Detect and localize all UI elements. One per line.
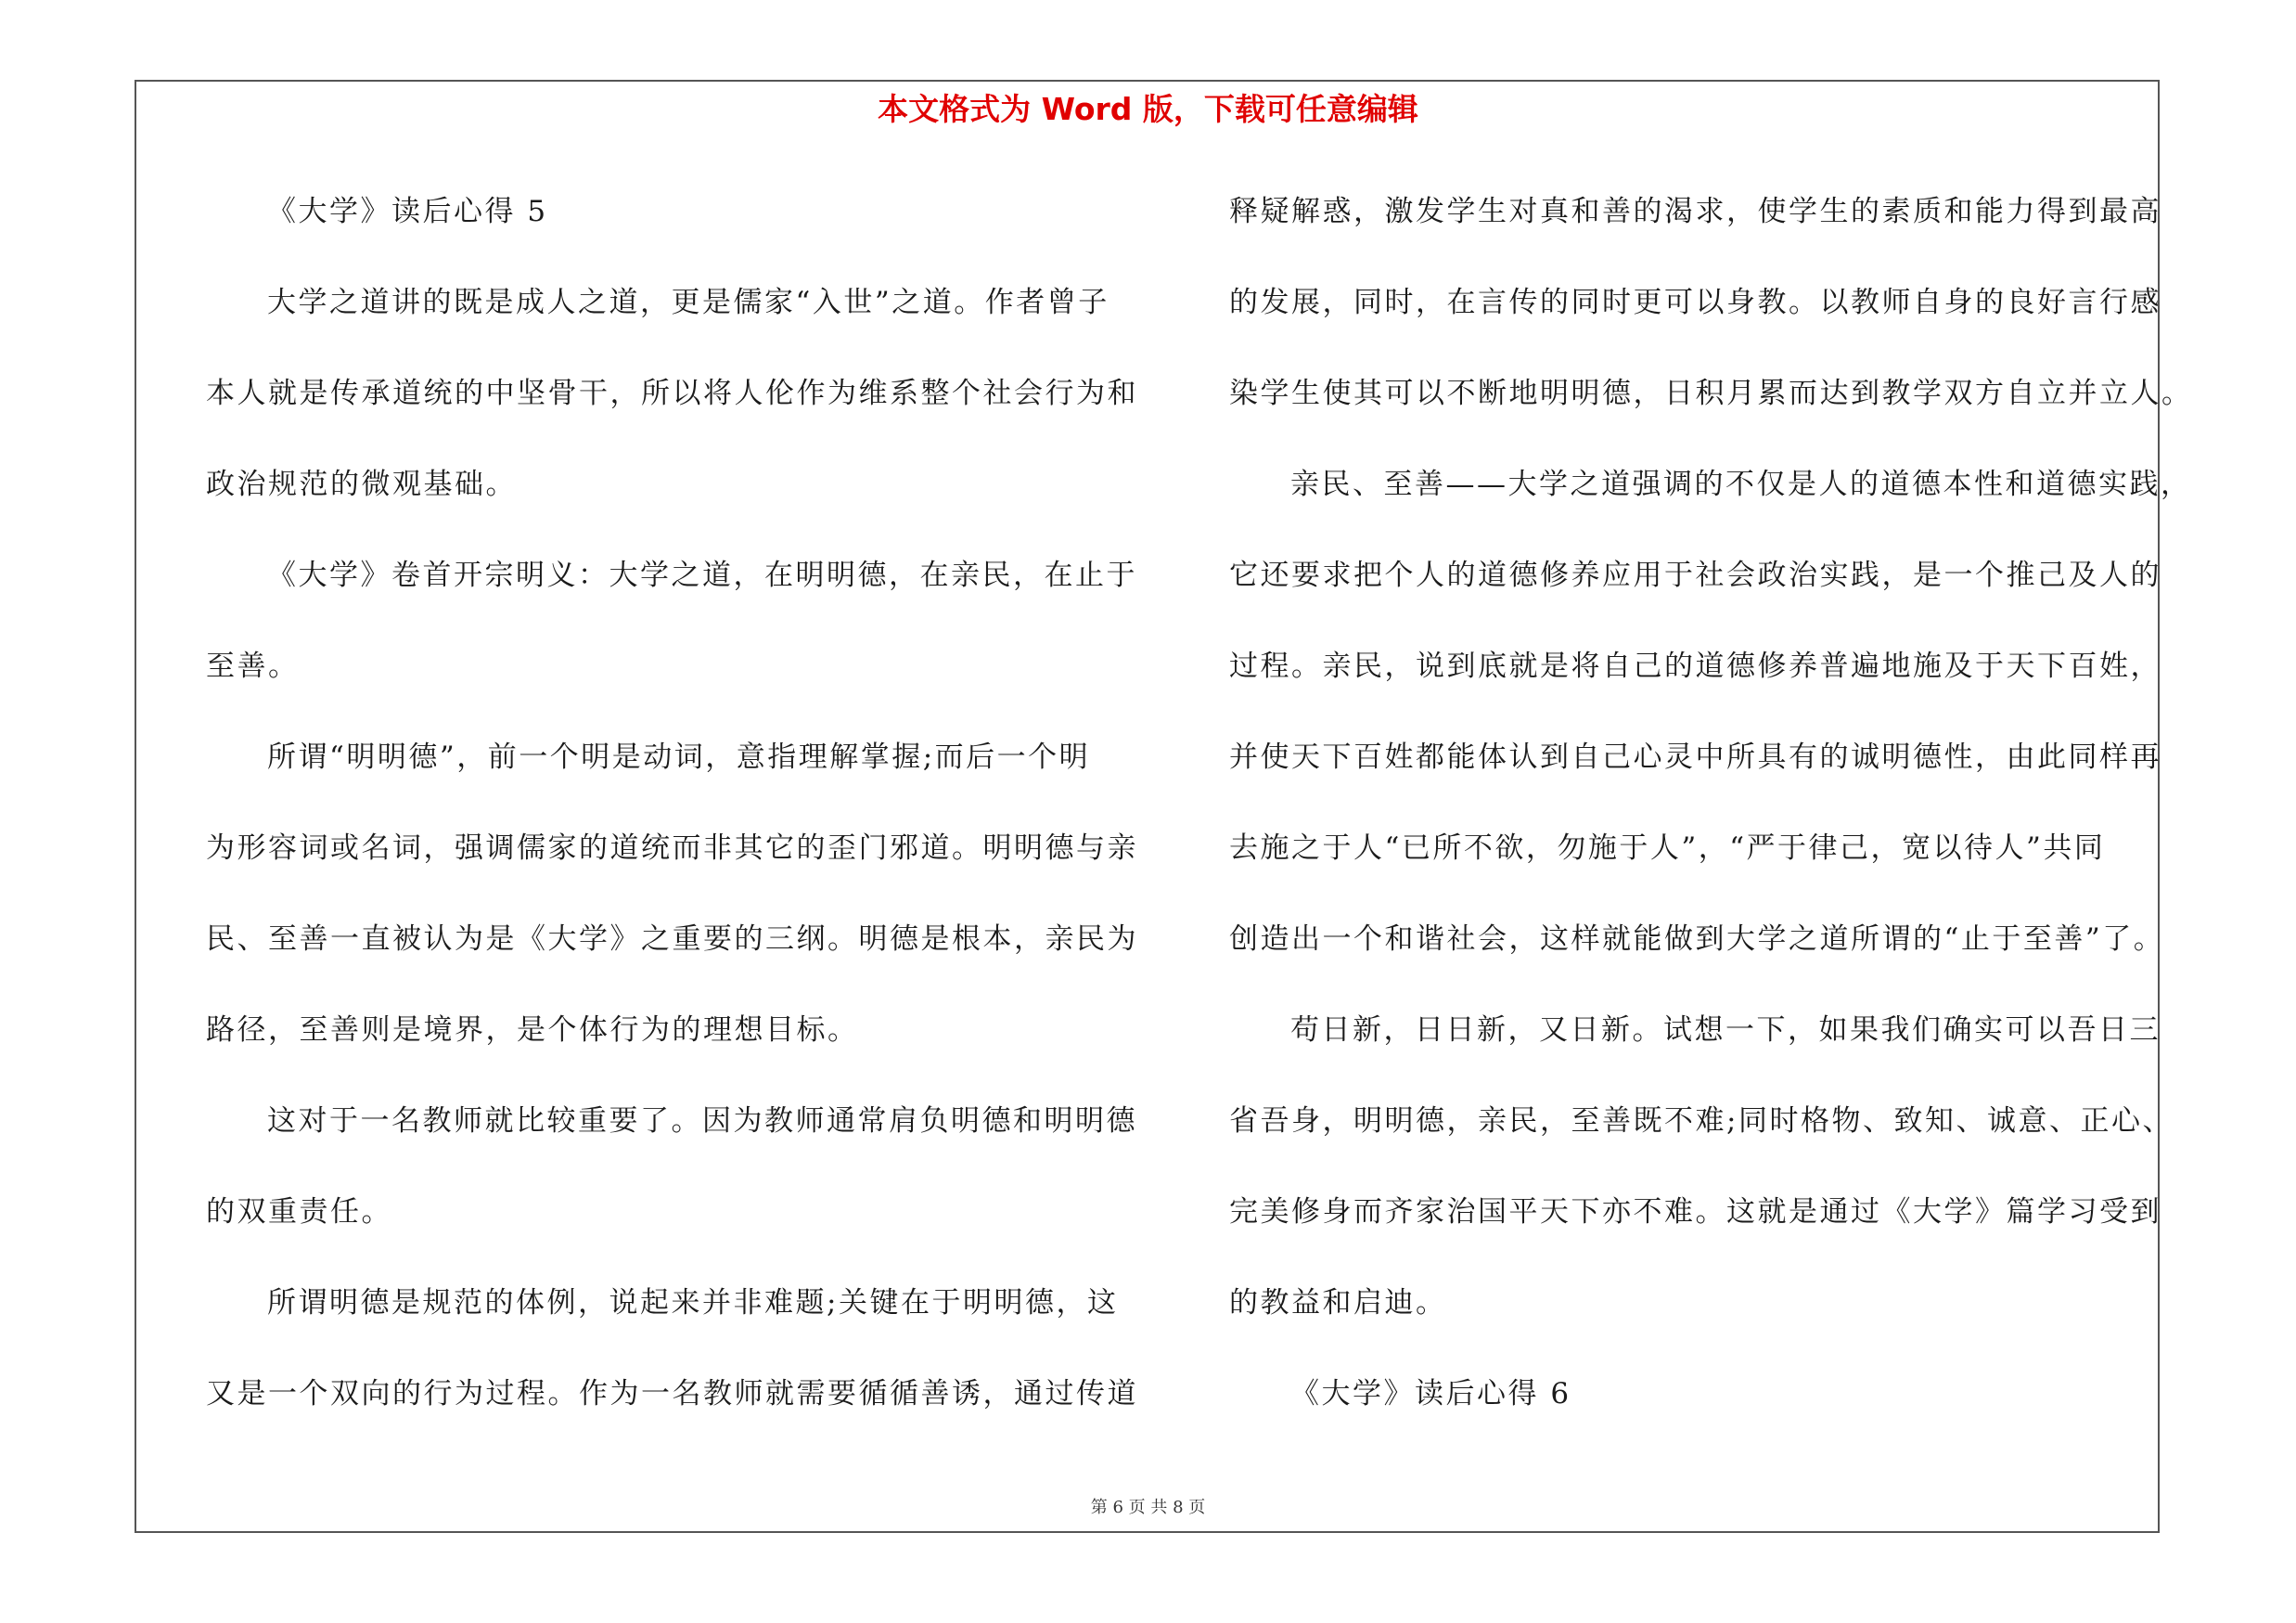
text-line: 创造出一个和谐社会，这样就能做到大学之道所谓的“止于至善”了。 — [1229, 922, 2165, 956]
section-heading: 《大学》读后心得 5 — [267, 195, 548, 228]
text-line: 《大学》卷首开宗明义：大学之道，在明明德，在亲民，在止于 — [267, 559, 1137, 592]
text-line: 这对于一名教师就比较重要了。因为教师通常肩负明德和明明德 — [267, 1104, 1137, 1138]
text-line: 完美修身而齐家治国平天下亦不难。这就是通过《大学》篇学习受到 — [1229, 1195, 2161, 1229]
text-line: 省吾身，明明德，亲民，至善既不难;同时格物、致知、诚意、正心、 — [1229, 1104, 2174, 1138]
text-line: 的教益和启迪。 — [1229, 1286, 1447, 1320]
text-line: 为形容词或名词，强调儒家的道统而非其它的歪门邪道。明明德与亲 — [206, 831, 1138, 865]
text-line: 染学生使其可以不断地明明德，日积月累而达到教学双方自立并立人。 — [1229, 377, 2193, 410]
text-line: 亲民、至善——大学之道强调的不仅是人的道德本性和道德实践， — [1290, 468, 2192, 501]
right-column — [1229, 183, 2193, 1456]
text-line: 的发展，同时，在言传的同时更可以身教。以教师自身的良好言行感 — [1229, 286, 2161, 319]
text-line: 的双重责任。 — [206, 1195, 392, 1229]
text-line: 政治规范的微观基础。 — [206, 468, 517, 501]
text-line: 所谓“明明德”，前一个明是动词，意指理解掌握;而后一个明 — [267, 741, 1091, 774]
text-line: 民、至善一直被认为是《大学》之重要的三纲。明德是根本，亲民为 — [206, 922, 1138, 956]
text-line: 所谓明德是规范的体例，说起来并非难题;关键在于明明德，这 — [267, 1286, 1119, 1320]
format-banner: 本文格式为 Word 版，下载可任意编辑 — [878, 91, 1418, 127]
section-heading: 《大学》读后心得 6 — [1290, 1377, 1571, 1410]
text-line: 至善。 — [206, 650, 300, 683]
left-column — [206, 183, 1138, 1456]
text-line: 路径，至善则是境界，是个体行为的理想目标。 — [206, 1013, 859, 1047]
page-number: 第 6 页 共 8 页 — [1090, 1498, 1206, 1517]
text-line: 并使天下百姓都能体认到自己心灵中所具有的诚明德性，由此同样再 — [1229, 741, 2161, 774]
text-line: 去施之于人“已所不欲，勿施于人”，“严于律己，宽以待人”共同 — [1229, 831, 2106, 865]
text-line: 释疑解惑，激发学生对真和善的渴求，使学生的素质和能力得到最高 — [1229, 195, 2161, 228]
text-line: 本人就是传承道统的中坚骨干，所以将人伦作为维系整个社会行为和 — [206, 377, 1138, 410]
text-line: 苟日新，日日新，又日新。试想一下，如果我们确实可以吾日三 — [1290, 1013, 2161, 1047]
text-line: 又是一个双向的行为过程。作为一名教师就需要循循善诱，通过传道 — [206, 1377, 1138, 1410]
text-line: 它还要求把个人的道德修养应用于社会政治实践，是一个推己及人的 — [1229, 559, 2161, 592]
text-line: 过程。亲民，说到底就是将自己的道德修养普遍地施及于天下百姓， — [1229, 650, 2161, 683]
text-line: 大学之道讲的既是成人之道，更是儒家“入世”之道。作者曾子 — [267, 286, 1110, 319]
